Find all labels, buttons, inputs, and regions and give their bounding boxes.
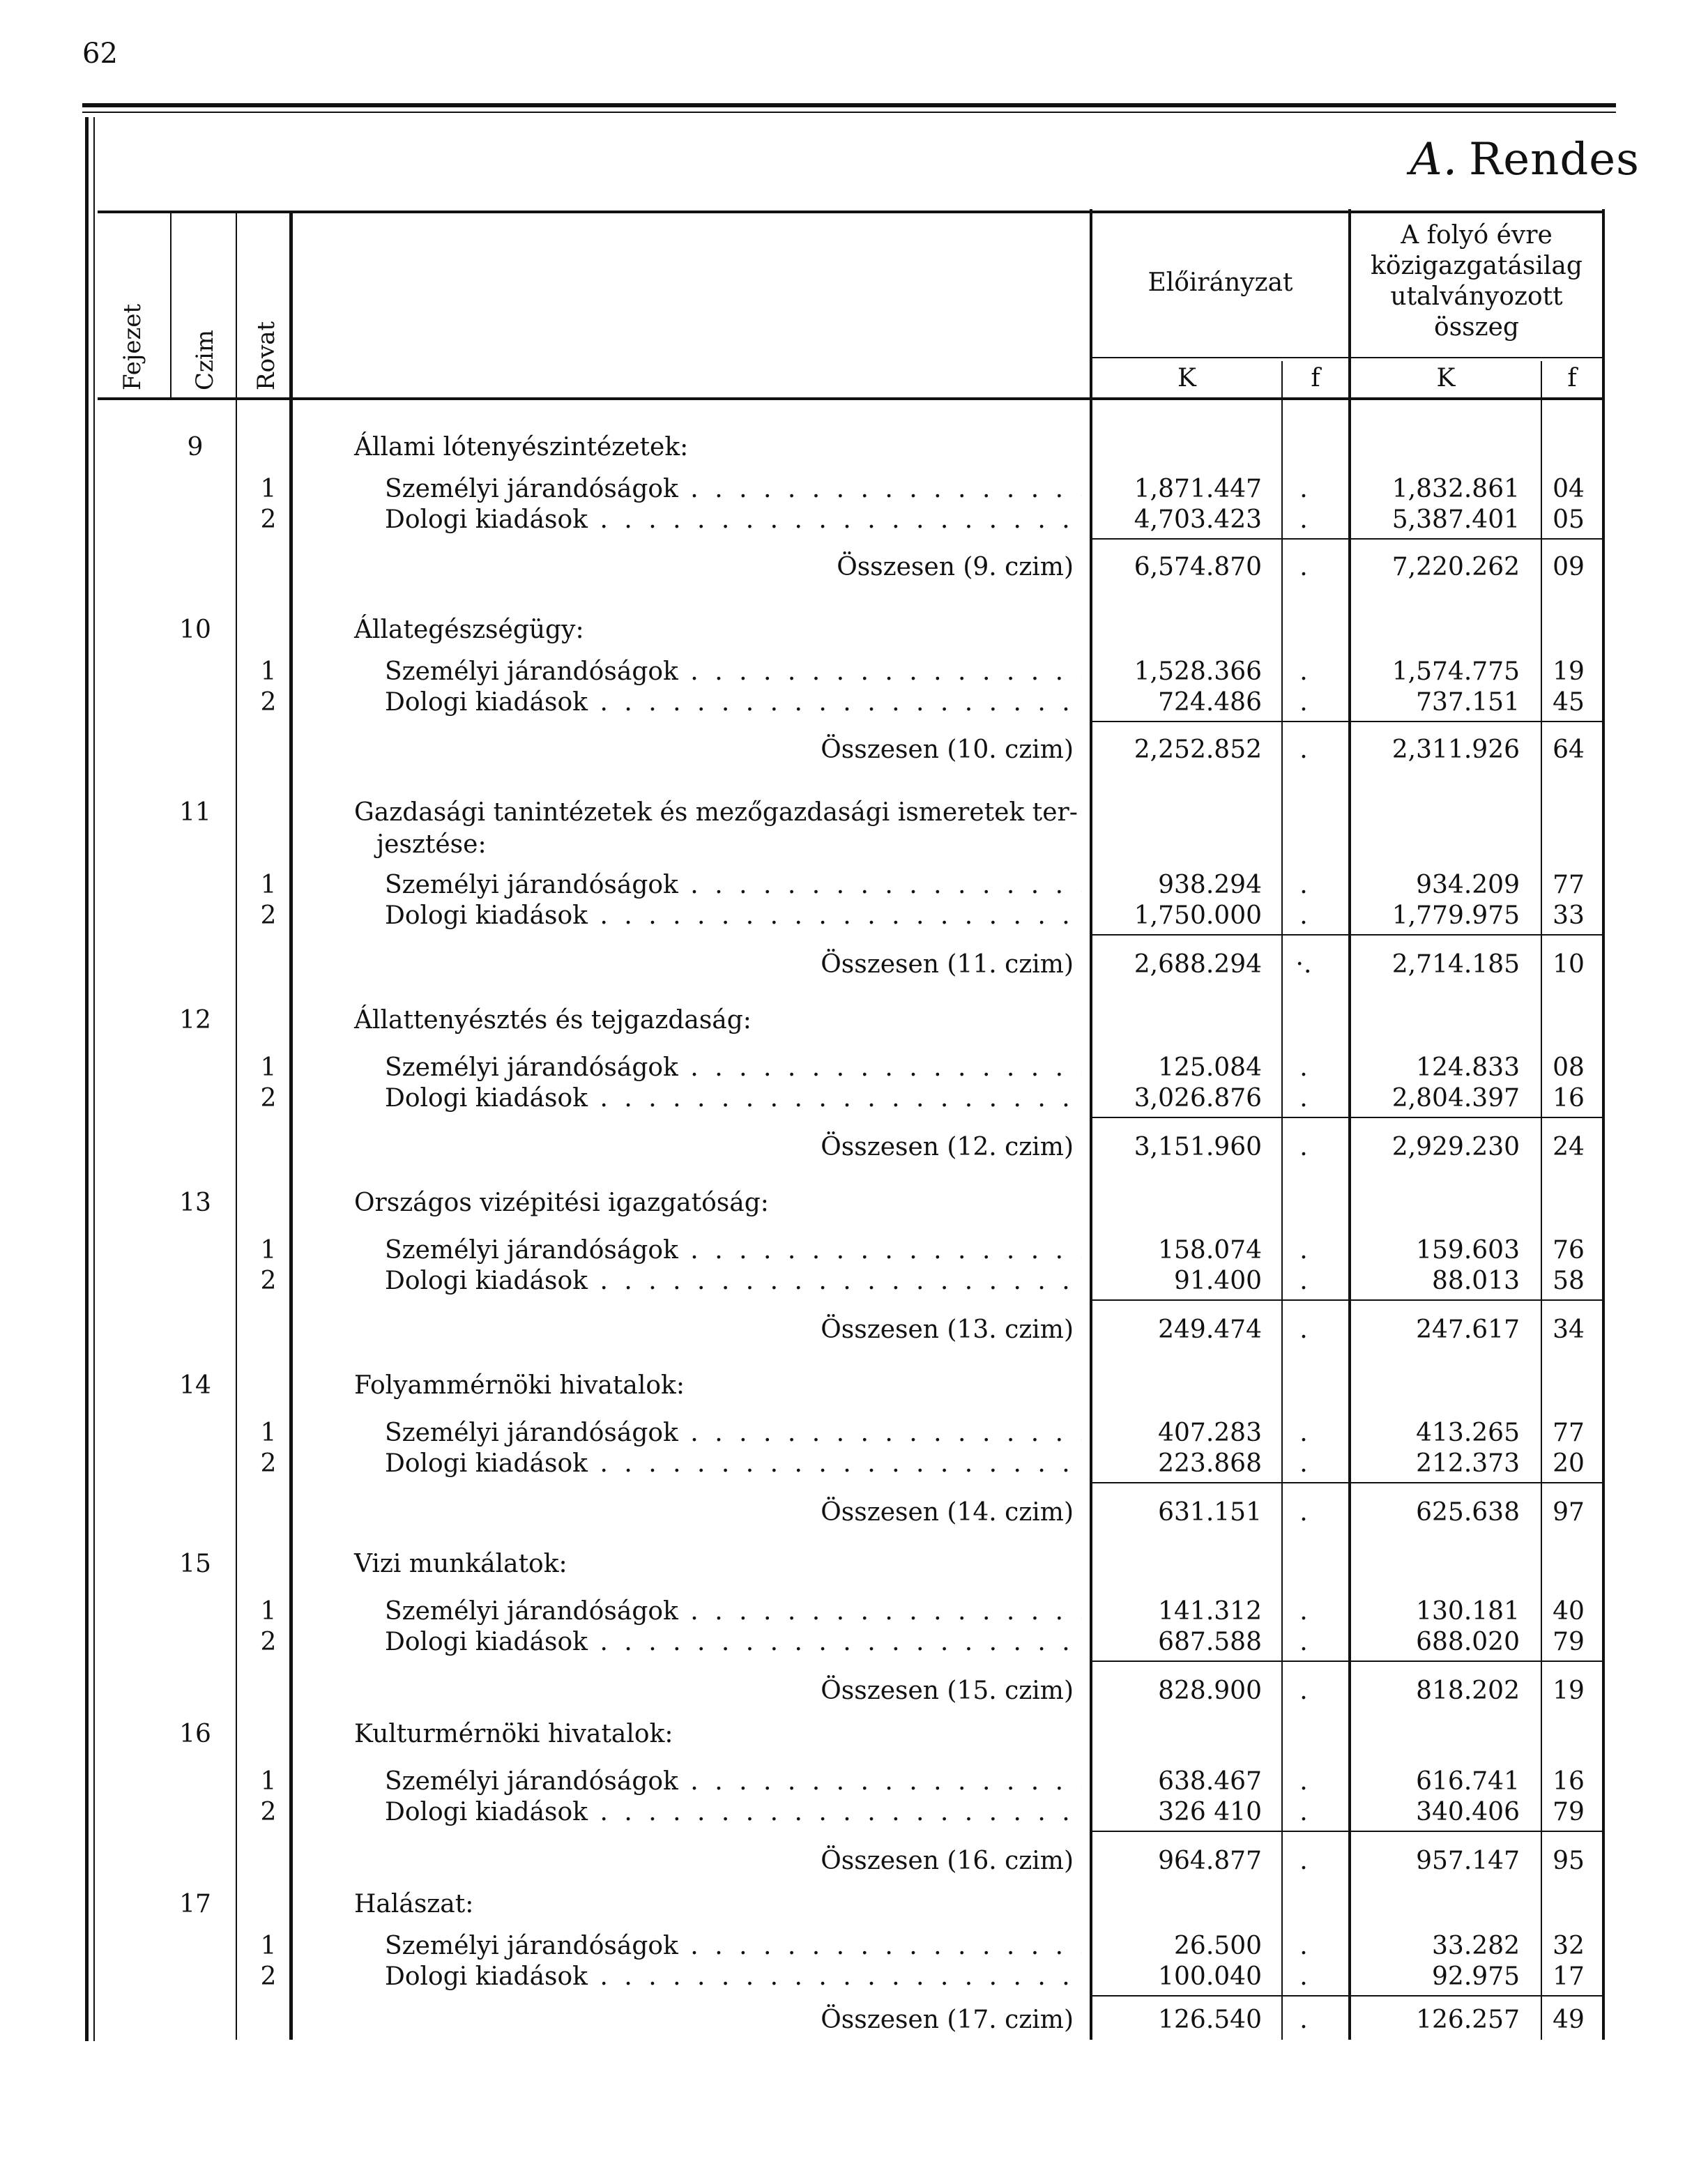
- item-row: [0, 1449, 1708, 1479]
- czim-number: 13: [179, 1189, 211, 1217]
- header-utalvanyozott-line: közigazgatásilag: [1371, 252, 1583, 280]
- e-f-value: .: [1299, 505, 1308, 534]
- e-f-value: .: [1299, 1962, 1308, 1991]
- header-rovat: Rovat: [252, 321, 280, 390]
- item-row: [0, 1766, 1708, 1797]
- czim-number: 9: [187, 433, 204, 461]
- group-title: Halászat:: [354, 1890, 474, 1918]
- subtotal-rule: [1092, 538, 1602, 540]
- e-k-value: 938.294: [1158, 871, 1262, 899]
- group-title: Folyammérnöki hivatalok:: [354, 1371, 685, 1400]
- item-row: [0, 687, 1708, 718]
- item-row: [0, 1418, 1708, 1449]
- item-label: Dologi kiadások . . .: [385, 1266, 1082, 1297]
- item-label: Dologi kiadások . . .: [385, 901, 1082, 931]
- rovat-number: 1: [260, 1236, 277, 1265]
- item-row: [0, 901, 1708, 931]
- group-heading-cont-row: [0, 830, 1708, 860]
- u-k-total: 2,714.185: [1391, 950, 1520, 979]
- item-row: [0, 1962, 1708, 1992]
- e-f-total: .: [1299, 735, 1308, 764]
- item-row: [0, 1083, 1708, 1114]
- e-k-value: 4,703.423: [1134, 505, 1262, 534]
- item-label: Dologi kiadások . . .: [385, 505, 1082, 535]
- e-f-value: .: [1299, 1798, 1308, 1826]
- u-f-value: 40: [1553, 1597, 1585, 1626]
- total-row: [0, 735, 1708, 765]
- e-k-value: 326 410: [1158, 1798, 1262, 1826]
- u-f-value: 76: [1553, 1236, 1585, 1265]
- item-row: [0, 1627, 1708, 1658]
- item-label: Személyi járandóságok . . .: [385, 1418, 1082, 1449]
- u-k-value: 1,574.775: [1391, 657, 1520, 686]
- u-k-value: 934.209: [1416, 871, 1520, 899]
- u-f-value: 19: [1553, 657, 1585, 686]
- e-k-total: 828.900: [1158, 1677, 1262, 1705]
- group-heading-row: [0, 1371, 1708, 1401]
- e-f-total: .: [1299, 1498, 1308, 1527]
- czim-number: 16: [179, 1720, 211, 1748]
- item-row: [0, 1235, 1708, 1266]
- u-f-total: 10: [1553, 950, 1585, 979]
- u-k-value: 2,804.397: [1391, 1084, 1520, 1113]
- item-row: [0, 1266, 1708, 1297]
- u-f-total: 34: [1553, 1315, 1585, 1344]
- e-f-value: .: [1299, 1267, 1308, 1295]
- item-row: [0, 1596, 1708, 1627]
- total-label: Összesen (11. czim): [821, 950, 1074, 979]
- group-title: Vizi munkálatok:: [354, 1550, 567, 1578]
- rovat-number: 1: [260, 1767, 277, 1796]
- rovat-number: 2: [260, 1267, 277, 1295]
- rovat-number: 2: [260, 505, 277, 534]
- item-label: Személyi járandóságok . . .: [385, 1235, 1082, 1266]
- total-label: Összesen (13. czim): [821, 1315, 1074, 1344]
- rovat-number: 2: [260, 901, 277, 930]
- header-top-rule: [98, 211, 1605, 213]
- u-k-value: 413.265: [1416, 1419, 1520, 1447]
- e-k-value: 724.486: [1158, 688, 1262, 717]
- e-k-total: 964.877: [1158, 1847, 1262, 1875]
- group-title: Állami lótenyészintézetek:: [354, 433, 689, 461]
- e-k-value: 141.312: [1158, 1597, 1262, 1626]
- total-label: Összesen (12. czim): [821, 1133, 1074, 1161]
- total-row: [0, 2005, 1708, 2036]
- u-k-value: 88.013: [1432, 1267, 1520, 1295]
- e-f-total: ·.: [1295, 950, 1312, 979]
- header-utalvanyozott: [1351, 220, 1602, 343]
- u-f-total: 19: [1553, 1677, 1585, 1705]
- group-heading-row: [0, 797, 1708, 828]
- u-k-total: 247.617: [1416, 1315, 1520, 1344]
- u-f-value: 58: [1553, 1267, 1585, 1295]
- u-f-value: 16: [1553, 1767, 1585, 1796]
- header-fejezet: Fejezet: [119, 303, 146, 390]
- group-title: Országos vizépitési igazgatóság:: [354, 1189, 769, 1217]
- section-letter: A.: [1410, 134, 1458, 185]
- u-k-value: 33.282: [1432, 1932, 1520, 1960]
- unit-e-k: K: [1177, 364, 1196, 392]
- total-row: [0, 949, 1708, 980]
- u-k-value: 124.833: [1416, 1053, 1520, 1082]
- e-k-total: 2,252.852: [1134, 735, 1262, 764]
- czim-number: 11: [179, 798, 211, 827]
- top-rule-thin: [82, 112, 1616, 113]
- subtotal-rule: [1092, 1995, 1602, 1997]
- e-k-total: 3,151.960: [1134, 1133, 1262, 1161]
- e-f-value: .: [1299, 475, 1308, 503]
- total-row: [0, 552, 1708, 583]
- e-k-total: 6,574.870: [1134, 553, 1262, 581]
- e-f-value: .: [1299, 1597, 1308, 1626]
- subtotal-rule: [1092, 1661, 1602, 1662]
- total-label: Összesen (10. czim): [821, 735, 1074, 764]
- subtotal-rule: [1092, 1831, 1602, 1832]
- e-f-total: .: [1299, 1133, 1308, 1161]
- u-k-value: 130.181: [1416, 1597, 1520, 1626]
- u-k-value: 737.151: [1416, 688, 1520, 717]
- rovat-number: 1: [260, 475, 277, 503]
- rovat-number: 1: [260, 871, 277, 899]
- item-label: Személyi járandóságok . . .: [385, 1931, 1082, 1962]
- e-k-value: 100.040: [1158, 1962, 1262, 1991]
- e-f-value: .: [1299, 1419, 1308, 1447]
- u-f-value: 17: [1553, 1962, 1585, 1991]
- e-f-value: .: [1299, 871, 1308, 899]
- e-f-value: .: [1299, 657, 1308, 686]
- col-rule-fejezet: [170, 213, 171, 397]
- e-k-total: 631.151: [1158, 1498, 1262, 1527]
- e-k-value: 26.500: [1174, 1932, 1262, 1960]
- total-label: Összesen (15. czim): [821, 1677, 1074, 1705]
- u-k-total: 2,311.926: [1391, 735, 1520, 764]
- u-k-value: 5,387.401: [1391, 505, 1520, 534]
- u-f-total: 49: [1553, 2006, 1585, 2034]
- header-bottom-rule: [98, 397, 1605, 400]
- item-row: [0, 657, 1708, 687]
- item-row: [0, 474, 1708, 505]
- group-heading-row: [0, 1549, 1708, 1580]
- header-czim: Czim: [191, 329, 219, 390]
- total-label: Összesen (9. czim): [837, 553, 1074, 581]
- u-k-total: 625.638: [1416, 1498, 1520, 1527]
- u-k-value: 1,832.861: [1391, 475, 1520, 503]
- czim-number: 15: [179, 1550, 211, 1578]
- group-heading-row: [0, 615, 1708, 646]
- header-utalvanyozott-line: utalványozott: [1390, 282, 1563, 311]
- u-k-value: 159.603: [1416, 1236, 1520, 1265]
- total-row: [0, 1676, 1708, 1707]
- u-f-value: 79: [1553, 1798, 1585, 1826]
- u-f-value: 05: [1553, 505, 1585, 534]
- u-f-value: 77: [1553, 1419, 1585, 1447]
- e-k-total: 2,688.294: [1134, 950, 1262, 979]
- e-f-total: .: [1299, 1847, 1308, 1875]
- rovat-number: 1: [260, 1597, 277, 1626]
- e-k-value: 125.084: [1158, 1053, 1262, 1082]
- item-label: Személyi járandóságok . . .: [385, 1766, 1082, 1797]
- item-row: [0, 1931, 1708, 1962]
- u-k-total: 818.202: [1416, 1677, 1520, 1705]
- e-f-total: .: [1299, 1315, 1308, 1344]
- subtotal-rule: [1092, 721, 1602, 722]
- item-label: Személyi járandóságok . . .: [385, 870, 1082, 901]
- e-f-value: .: [1299, 1449, 1308, 1478]
- item-row: [0, 505, 1708, 535]
- group-heading-row: [0, 1719, 1708, 1750]
- e-k-value: 158.074: [1158, 1236, 1262, 1265]
- group-heading-row: [0, 1188, 1708, 1219]
- rovat-number: 2: [260, 1962, 277, 1991]
- e-f-total: .: [1299, 1677, 1308, 1705]
- item-label: Személyi járandóságok . . .: [385, 657, 1082, 687]
- e-f-value: .: [1299, 1767, 1308, 1796]
- item-label: Dologi kiadások . . .: [385, 1083, 1082, 1114]
- u-f-total: 95: [1553, 1847, 1585, 1875]
- e-f-value: .: [1299, 688, 1308, 717]
- e-f-value: .: [1299, 1053, 1308, 1082]
- czim-number: 10: [179, 616, 211, 644]
- group-title: Kulturmérnöki hivatalok:: [354, 1720, 673, 1748]
- item-row: [0, 1053, 1708, 1083]
- e-k-value: 3,026.876: [1134, 1084, 1262, 1113]
- u-f-value: 77: [1553, 871, 1585, 899]
- item-label: Dologi kiadások . . .: [385, 1449, 1082, 1479]
- e-f-value: .: [1299, 1084, 1308, 1113]
- u-f-total: 97: [1553, 1498, 1585, 1527]
- e-f-value: .: [1299, 1236, 1308, 1265]
- u-k-value: 616.741: [1416, 1767, 1520, 1796]
- unit-e-f: f: [1311, 364, 1320, 392]
- item-label: Dologi kiadások . . .: [385, 687, 1082, 718]
- subtotal-rule: [1092, 1299, 1602, 1301]
- item-row: [0, 1797, 1708, 1828]
- e-k-total: 249.474: [1158, 1315, 1262, 1344]
- e-f-value: .: [1299, 1628, 1308, 1656]
- rovat-number: 1: [260, 1419, 277, 1447]
- total-label: Összesen (16. czim): [821, 1847, 1074, 1875]
- u-k-value: 340.406: [1416, 1798, 1520, 1826]
- total-row: [0, 1497, 1708, 1528]
- top-rule: [82, 103, 1616, 107]
- e-k-value: 407.283: [1158, 1419, 1262, 1447]
- item-label: Dologi kiadások . . .: [385, 1627, 1082, 1658]
- item-row: [0, 870, 1708, 901]
- e-f-total: .: [1299, 2006, 1308, 2034]
- rovat-number: 1: [260, 657, 277, 686]
- group-title: Állattenyésztés és tejgazdaság:: [354, 1006, 752, 1035]
- header-eloiranyzat: Előirányzat: [1147, 268, 1293, 297]
- e-f-value: .: [1299, 1932, 1308, 1960]
- rovat-number: 1: [260, 1053, 277, 1082]
- u-f-total: 09: [1553, 553, 1585, 581]
- u-k-total: 126.257: [1416, 2006, 1520, 2034]
- rovat-number: 1: [260, 1932, 277, 1960]
- section-word: Rendes: [1469, 134, 1640, 185]
- e-k-total: 126.540: [1158, 2006, 1262, 2034]
- czim-number: 17: [179, 1890, 211, 1918]
- rovat-number: 2: [260, 1798, 277, 1826]
- u-k-total: 957.147: [1416, 1847, 1520, 1875]
- page-number: 62: [82, 38, 118, 70]
- subtotal-rule: [1092, 1117, 1602, 1118]
- group-heading-row: [0, 432, 1708, 463]
- u-k-value: 212.373: [1416, 1449, 1520, 1478]
- header-utalvanyozott-line: A folyó évre: [1401, 221, 1553, 250]
- u-f-total: 64: [1553, 735, 1585, 764]
- section-title: [1410, 134, 1640, 185]
- u-f-total: 24: [1553, 1133, 1585, 1161]
- e-k-value: 223.868: [1158, 1449, 1262, 1478]
- u-f-value: 33: [1553, 901, 1585, 930]
- group-title: Állategészségügy:: [354, 616, 584, 644]
- u-k-total: 7,220.262: [1391, 553, 1520, 581]
- u-k-value: 92.975: [1432, 1962, 1520, 1991]
- total-row: [0, 1315, 1708, 1345]
- total-row: [0, 1846, 1708, 1877]
- u-f-value: 16: [1553, 1084, 1585, 1113]
- group-title-continued: jesztése:: [376, 830, 487, 859]
- czim-number: 12: [179, 1006, 211, 1035]
- item-label: Személyi járandóságok . . .: [385, 474, 1082, 505]
- total-label: Összesen (17. czim): [821, 2006, 1074, 2034]
- czim-number: 14: [179, 1371, 211, 1400]
- u-f-value: 79: [1553, 1628, 1585, 1656]
- u-f-value: 08: [1553, 1053, 1585, 1082]
- e-k-value: 1,750.000: [1134, 901, 1262, 930]
- u-k-total: 2,929.230: [1391, 1133, 1520, 1161]
- item-label: Személyi járandóságok . . .: [385, 1053, 1082, 1083]
- u-f-value: 32: [1553, 1932, 1585, 1960]
- rovat-number: 2: [260, 1084, 277, 1113]
- header-utalvanyozott-line: összeg: [1434, 313, 1519, 342]
- e-k-value: 638.467: [1158, 1767, 1262, 1796]
- total-label: Összesen (14. czim): [821, 1498, 1074, 1527]
- rovat-number: 2: [260, 1628, 277, 1656]
- u-f-value: 20: [1553, 1449, 1585, 1478]
- u-k-value: 688.020: [1416, 1628, 1520, 1656]
- group-heading-row: [0, 1005, 1708, 1036]
- u-f-value: 04: [1553, 475, 1585, 503]
- rovat-number: 2: [260, 688, 277, 717]
- unit-u-f: f: [1567, 364, 1577, 392]
- subtotal-rule: [1092, 1482, 1602, 1483]
- e-k-value: 687.588: [1158, 1628, 1262, 1656]
- subtotal-rule: [1092, 934, 1602, 936]
- rovat-number: 2: [260, 1449, 277, 1478]
- unit-u-k: K: [1436, 364, 1456, 392]
- item-label: Dologi kiadások . . .: [385, 1797, 1082, 1828]
- group-heading-row: [0, 1889, 1708, 1920]
- e-f-value: .: [1299, 901, 1308, 930]
- u-k-value: 1,779.975: [1391, 901, 1520, 930]
- item-label: Személyi járandóságok . . .: [385, 1596, 1082, 1627]
- total-row: [0, 1132, 1708, 1163]
- e-k-value: 1,871.447: [1134, 475, 1262, 503]
- e-k-value: 1,528.366: [1134, 657, 1262, 686]
- group-title: Gazdasági tanintézetek és mezőgazdasági ismeretek ter-: [354, 798, 1078, 827]
- e-k-value: 91.400: [1174, 1267, 1262, 1295]
- item-label: Dologi kiadások . . .: [385, 1962, 1082, 1992]
- e-f-total: .: [1299, 553, 1308, 581]
- u-f-value: 45: [1553, 688, 1585, 717]
